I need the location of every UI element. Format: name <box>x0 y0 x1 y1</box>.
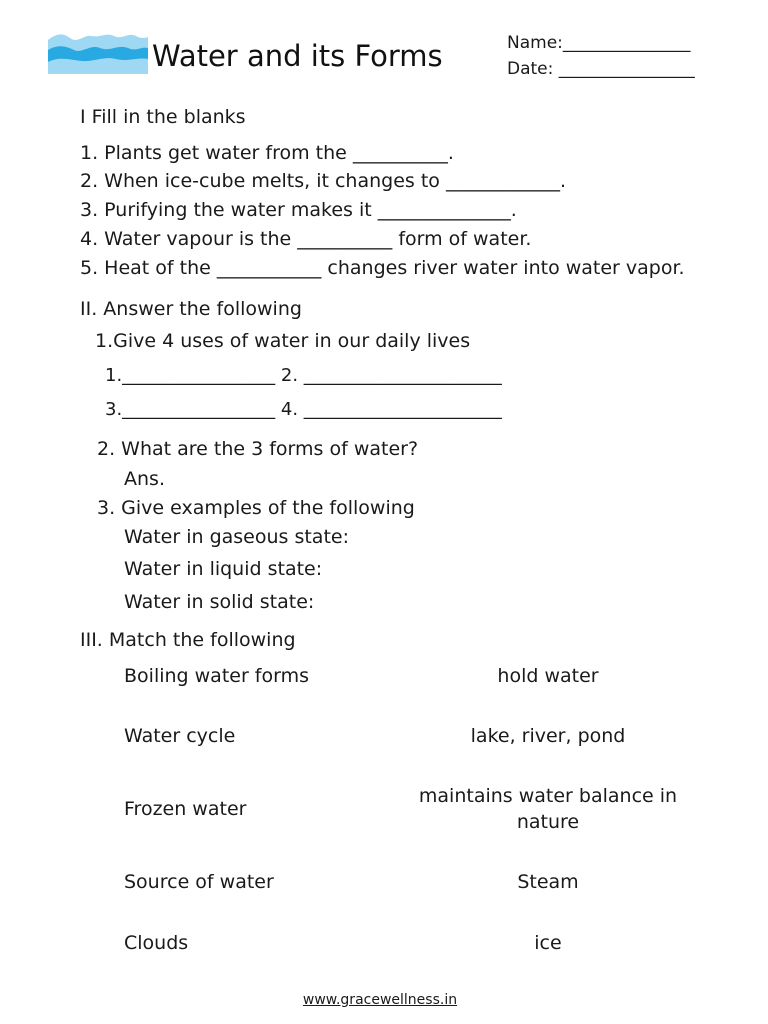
question-examples: 3. Give examples of the following <box>97 497 415 519</box>
question-uses-of-water: 1.Give 4 uses of water in our daily lives <box>95 330 471 352</box>
water-waves-icon <box>48 30 148 74</box>
match-left-item: Clouds <box>124 932 189 954</box>
match-left-item: Water cycle <box>124 725 236 747</box>
fill-blank-item: 3. Purifying the water makes it ______________. <box>80 199 517 221</box>
match-right-item: ice <box>534 932 562 954</box>
footer-website-link[interactable]: www.gracewellness.in <box>302 992 458 1008</box>
section-fill-blanks-heading: I Fill in the blanks <box>80 106 246 128</box>
name-field-label: Name:_______________ <box>507 33 691 53</box>
section-match-heading: III. Match the following <box>80 629 296 651</box>
example-liquid: Water in liquid state: <box>124 558 323 580</box>
page-title: Water and its Forms <box>152 39 443 73</box>
answer-blank-row: 1._________________ 2. ______________________ <box>105 365 502 386</box>
date-field-label: Date: ________________ <box>507 59 695 79</box>
fill-blank-item: 1. Plants get water from the __________. <box>80 142 454 164</box>
match-right-item: Steam <box>517 871 579 893</box>
match-right-item: lake, river, pond <box>470 725 626 747</box>
match-right-item: maintains water balance in nature <box>418 785 678 833</box>
question-forms-of-water: 2. What are the 3 forms of water? <box>97 438 419 460</box>
example-gaseous: Water in gaseous state: <box>124 526 349 548</box>
match-right-item: hold water <box>497 665 599 687</box>
fill-blank-item: 2. When ice-cube melts, it changes to ____________. <box>80 170 567 192</box>
fill-blank-item: 5. Heat of the ___________ changes river water into water vapor. <box>80 257 685 279</box>
example-solid: Water in solid state: <box>124 591 315 613</box>
answer-label: Ans. <box>124 468 165 490</box>
answer-blank-row: 3._________________ 4. ______________________ <box>105 399 502 420</box>
match-left-item: Frozen water <box>124 798 247 820</box>
fill-blank-item: 4. Water vapour is the __________ form of water. <box>80 228 532 250</box>
match-left-item: Boiling water forms <box>124 665 310 687</box>
match-left-item: Source of water <box>124 871 274 893</box>
section-answer-heading: II. Answer the following <box>80 298 302 320</box>
